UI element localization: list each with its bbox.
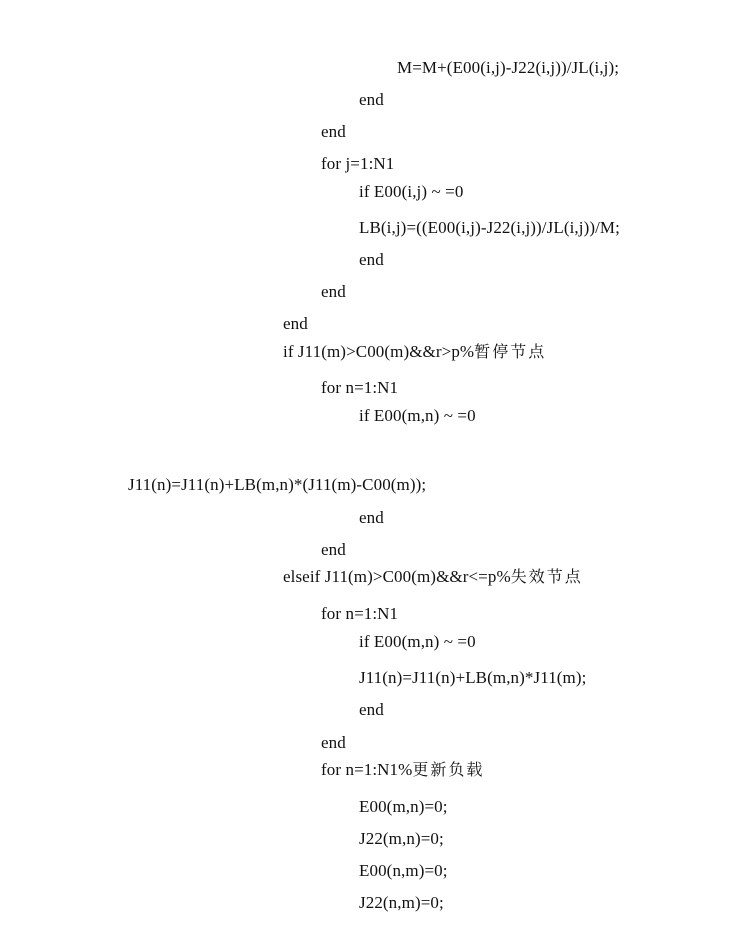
code-line: [359, 797, 448, 817]
code-text: M=M+(E00(i,j)-J22(i,j))/JL(i,j);: [397, 58, 620, 77]
code-text: elseif J11(m)>C00(m)&&r<=p%: [283, 567, 511, 586]
code-line: [359, 632, 476, 652]
code-line: [359, 406, 476, 426]
code-line: [359, 861, 448, 881]
code-text: end: [359, 508, 384, 527]
code-text: J22(m,n)=0;: [359, 829, 444, 848]
code-line: [359, 829, 444, 849]
code-text: if E00(m,n) ~ =0: [359, 632, 476, 651]
code-text: if E00(m,n) ~ =0: [359, 406, 476, 425]
code-text: end: [359, 90, 384, 109]
code-text: for n=1:N1: [321, 604, 399, 623]
code-line: [283, 567, 583, 587]
code-text: end: [359, 250, 384, 269]
code-line: [283, 342, 546, 362]
code-line: [321, 378, 398, 398]
code-line: [359, 90, 384, 110]
code-line: [359, 893, 444, 913]
code-text: end: [321, 733, 346, 752]
code-line: [359, 182, 463, 202]
code-line: [321, 154, 394, 174]
code-text: J22(n,m)=0;: [359, 893, 444, 912]
code-text: end: [283, 314, 308, 333]
code-comment: 更新负载: [412, 760, 485, 779]
code-text: J11(n)=J11(n)+LB(m,n)*(J11(m)-C00(m));: [128, 475, 427, 494]
code-text: if J11(m)>C00(m)&&r>p%: [283, 342, 475, 361]
code-line: [359, 250, 384, 270]
code-text: for j=1:N1: [321, 154, 395, 173]
code-line: [321, 604, 398, 624]
code-text: E00(n,m)=0;: [359, 861, 448, 880]
code-text: E00(m,n)=0;: [359, 797, 448, 816]
code-line: [359, 700, 384, 720]
code-line: [283, 314, 308, 334]
code-line: [321, 760, 484, 780]
code-line: [128, 475, 426, 495]
code-text: for n=1:N1: [321, 378, 399, 397]
code-line: [397, 58, 619, 78]
code-text: end: [321, 122, 346, 141]
code-text: end: [321, 540, 346, 559]
code-text: J11(n)=J11(n)+LB(m,n)*J11(m);: [359, 668, 587, 687]
code-text: end: [359, 700, 384, 719]
code-comment: 暂停节点: [474, 342, 547, 361]
code-line: [359, 218, 620, 238]
code-line: [359, 508, 384, 528]
code-text: for n=1:N1%: [321, 760, 413, 779]
code-text: LB(i,j)=((E00(i,j)-J22(i,j))/JL(i,j))/M;: [359, 218, 620, 237]
code-line: [321, 733, 346, 753]
code-line: [359, 668, 586, 688]
code-line: [321, 282, 346, 302]
code-text: if E00(i,j) ~ =0: [359, 182, 464, 201]
code-comment: 失效节点: [510, 567, 583, 586]
code-text: end: [321, 282, 346, 301]
code-line: [321, 540, 346, 560]
code-line: [321, 122, 346, 142]
